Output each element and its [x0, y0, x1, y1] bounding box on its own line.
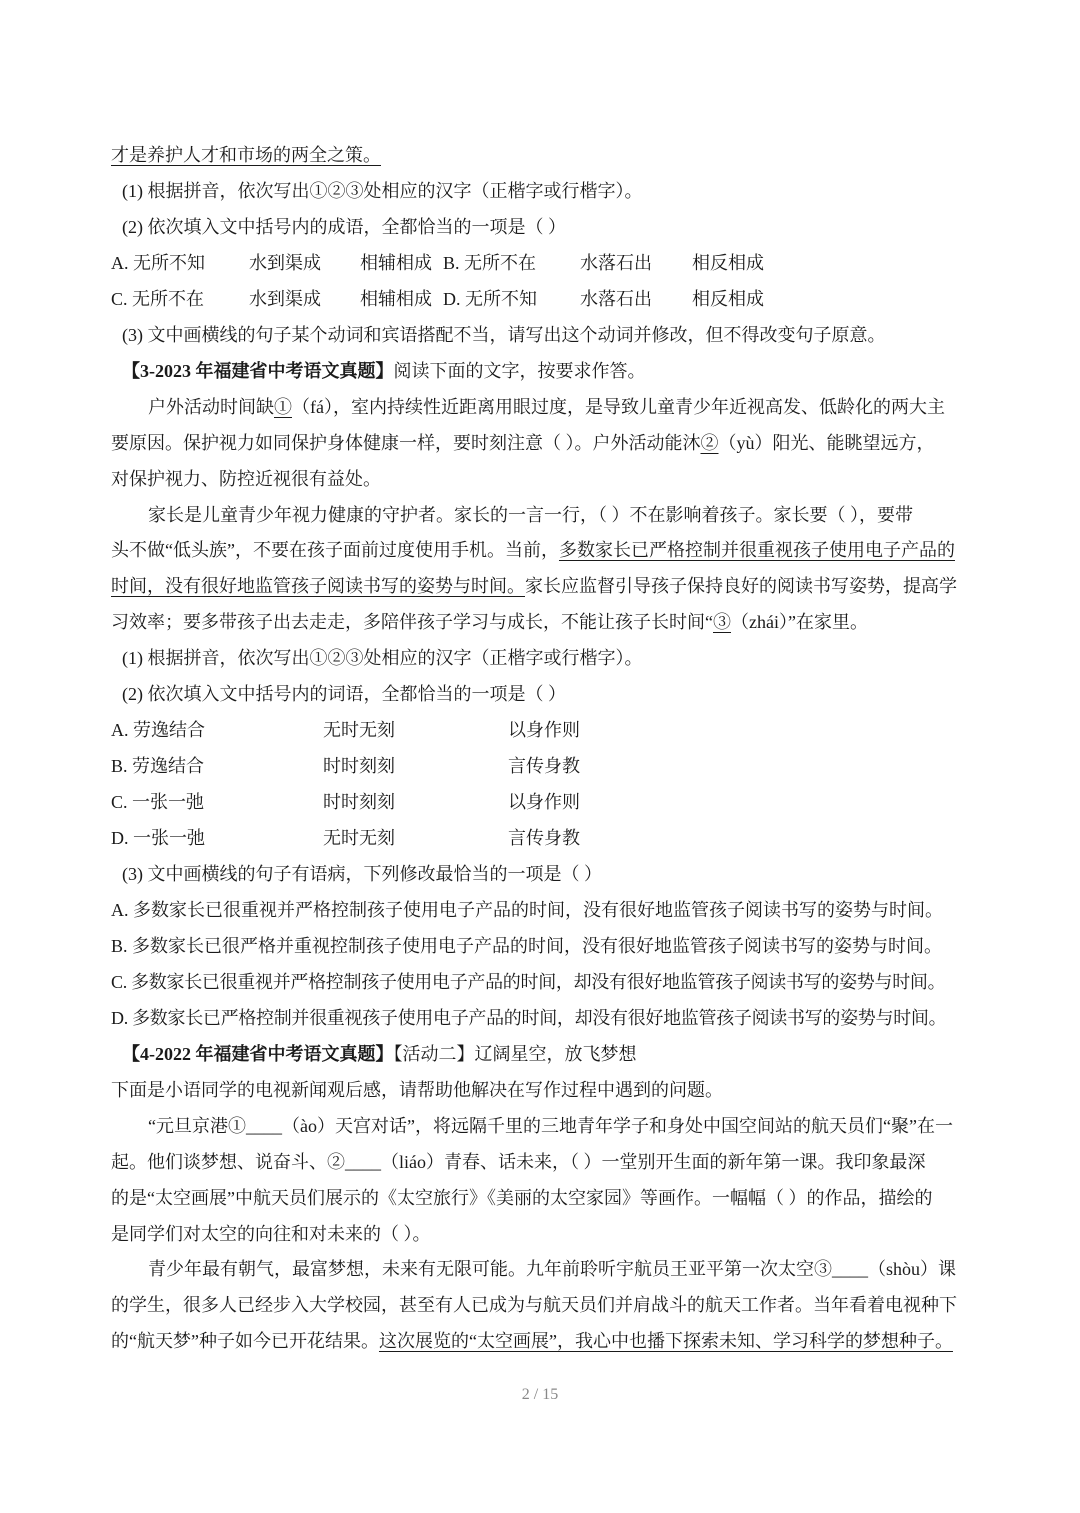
underlined-text: 时间，没有很好地监管孩子阅读书写的姿势与时间。: [111, 576, 525, 597]
text-line: [111, 464, 381, 494]
text-line: [111, 1326, 953, 1356]
text-segment: 青少年最有朝气，最富梦想，未来有无限可能。九年前聆听宇航员王亚平第一次太空③____（shòu）课: [148, 1259, 957, 1280]
text-segment: B. 多数家长已很严格并重视控制孩子使用电子产品的时间，没有很好地监管孩子阅读书写的姿势与时间。: [111, 935, 943, 956]
text-segment: 【活动二】辽阔星空，放飞梦想: [393, 1043, 637, 1064]
text-segment: (3) 文中画横线的句子有语病，下列修改最恰当的一项是（ ）: [122, 864, 602, 884]
text-segment: 的学生，很多人已经步入大学校园，甚至有人已成为与航天员们并肩战斗的航天工作者。当年看着电视种下: [111, 1295, 957, 1316]
option-cell: 以身作则: [508, 792, 580, 813]
text-segment: 的“航天梦”种子如今已开花结果。: [111, 1331, 379, 1352]
text-segment: (2) 依次填入文中括号内的成语，全都恰当的一项是（ ）: [122, 216, 566, 237]
option-cell: 时时刻刻: [323, 756, 395, 777]
option-cell: 水落石出: [580, 288, 652, 309]
underlined-text: 这次展览的“太空画展”，我心中也播下探索未知、学习科学的梦想种子。: [378, 1331, 953, 1352]
text-segment: (1) 根据拼音，依次写出①②③处相应的汉字（正楷字或行楷字）。: [122, 648, 643, 669]
text-line: [148, 1254, 956, 1284]
text-segment: 要原因。保护视力如同保护身体健康一样，要时刻注意（ ）。户外活动能沐: [111, 432, 701, 453]
text-line: [111, 1290, 957, 1320]
text-line: [111, 140, 381, 170]
option-cell: 相反相成: [692, 288, 764, 309]
option-cell: 相反相成: [692, 252, 764, 273]
text-line: [111, 571, 957, 601]
text-line: [111, 1075, 723, 1105]
text-line: [111, 1147, 926, 1177]
text-line: [111, 535, 955, 565]
text-segment: 是同学们对太空的向往和对未来的（ ）。: [111, 1223, 431, 1244]
text-line: [122, 212, 566, 242]
text-line: [122, 679, 566, 709]
option-cell: D. 无所不知: [443, 288, 537, 309]
text-segment: (1) 根据拼音，依次写出①②③处相应的汉字（正楷字或行楷字）。: [122, 180, 643, 201]
option-cell: 水到渠成: [249, 288, 321, 309]
underlined-text: 多数家长已严格控制并很重视孩子使用电子产品的: [558, 540, 955, 561]
text-segment: C. 多数家长已很重视并严格控制孩子使用电子产品的时间，却没有很好地监管孩子阅读书写的姿势与时间。: [111, 971, 946, 992]
question-heading: 【3-2023 年福建省中考语文真题】: [122, 360, 394, 381]
text-segment: 对保护视力、防控近视很有益处。: [111, 468, 381, 489]
text-line: [148, 1111, 953, 1141]
option-cell: 水落石出: [580, 252, 652, 273]
text-line: [111, 967, 945, 997]
text-segment: （yù）阳光、能眺望远方，: [718, 432, 935, 453]
text-segment: 的是“太空画展”中航天员们展示的《太空旅行》《美丽的太空家园》等画作。一幅幅（ ）的作品，描绘的: [111, 1187, 933, 1208]
text-segment: 家长是儿童青少年视力健康的守护者。家长的一言一行，（ ）不在影响着孩子。家长要（ ），要带: [148, 504, 913, 525]
underlined-text: 才是养护人才和市场的两全之策。: [111, 145, 381, 165]
text-line: [111, 895, 943, 925]
text-line: [148, 392, 945, 422]
option-cell: 水到渠成: [249, 252, 321, 273]
option-cell: 无时无刻: [323, 720, 395, 741]
text-line: [148, 500, 913, 530]
text-line: [122, 176, 643, 206]
underlined-text: ①: [274, 396, 292, 417]
option-cell: C. 一张一弛: [111, 792, 205, 813]
underlined-text: ②: [700, 432, 719, 453]
text-line: [111, 1219, 431, 1249]
text-segment: (2) 依次填入文中括号内的词语，全都恰当的一项是（ ）: [122, 684, 566, 705]
text-line: [111, 931, 942, 961]
text-line: [111, 428, 935, 458]
text-segment: 习效率；要多带孩子出去走走，多陪伴孩子学习与成长，不能让孩子长时间“: [111, 612, 713, 633]
option-cell: 相辅相成: [360, 288, 432, 309]
text-segment: “元旦京港①____（ào）天宫对话”，将远隔千里的三地青年学子和身处中国空间站的航天员们“聚”在一: [148, 1115, 953, 1136]
text-segment: （fá），室内持续性近距离用眼过度，是导致儿童青少年近视高发、低龄化的两大主: [292, 396, 945, 417]
text-segment: 阅读下面的文字，按要求作答。: [393, 360, 646, 381]
text-line: [122, 320, 885, 350]
text-line: [122, 859, 602, 889]
option-cell: 言传身教: [508, 756, 580, 777]
option-cell: 无时无刻: [323, 828, 395, 849]
text-line: [122, 643, 643, 673]
text-segment: D. 多数家长已严格控制并很重视孩子使用电子产品的时间，却没有很好地监管孩子阅读书写的姿势与时间。: [111, 1007, 947, 1028]
text-line: [111, 607, 868, 637]
text-segment: 头不做“低头族”，不要在孩子面前过度使用手机。当前，: [111, 540, 559, 561]
text-segment: A. 多数家长已很重视并严格控制孩子使用电子产品的时间，没有很好地监管孩子阅读书写的姿势与时间。: [111, 899, 943, 920]
text-segment: 家长应监督引导孩子保持良好的阅读书写姿势，提高学: [525, 576, 957, 597]
text-line: [111, 1003, 946, 1033]
page-number: 2 / 15: [521, 1386, 559, 1403]
option-cell: 时时刻刻: [323, 792, 395, 813]
option-cell: 以身作则: [508, 720, 580, 741]
option-cell: A. 劳逸结合: [111, 720, 205, 741]
text-segment: 户外活动时间缺: [148, 396, 274, 417]
text-segment: （zhái）”在家里。: [731, 612, 868, 633]
option-cell: B. 无所不在: [443, 252, 537, 273]
question-heading: 【4-2022 年福建省中考语文真题】: [122, 1043, 394, 1064]
option-cell: B. 劳逸结合: [111, 756, 205, 777]
option-cell: D. 一张一弛: [111, 828, 205, 849]
text-line: [122, 356, 646, 386]
text-line: [111, 1183, 932, 1213]
text-segment: (3) 文中画横线的句子某个动词和宾语搭配不当，请写出这个动词并修改，但不得改变句子原意。: [122, 324, 886, 345]
text-segment: 下面是小语同学的电视新闻观后感，请帮助他解决在写作过程中遇到的问题。: [111, 1079, 723, 1100]
option-cell: 相辅相成: [360, 252, 432, 273]
option-cell: C. 无所不在: [111, 288, 205, 309]
option-cell: A. 无所不知: [111, 252, 205, 273]
text-line: [122, 1039, 637, 1069]
underlined-text: ③: [713, 612, 731, 633]
option-cell: 言传身教: [508, 828, 580, 849]
text-segment: 起。他们谈梦想、说奋斗、②____（liáo）青春、话未来，（ ）一堂别开生面的新年第一课。我印象最深: [111, 1151, 926, 1172]
